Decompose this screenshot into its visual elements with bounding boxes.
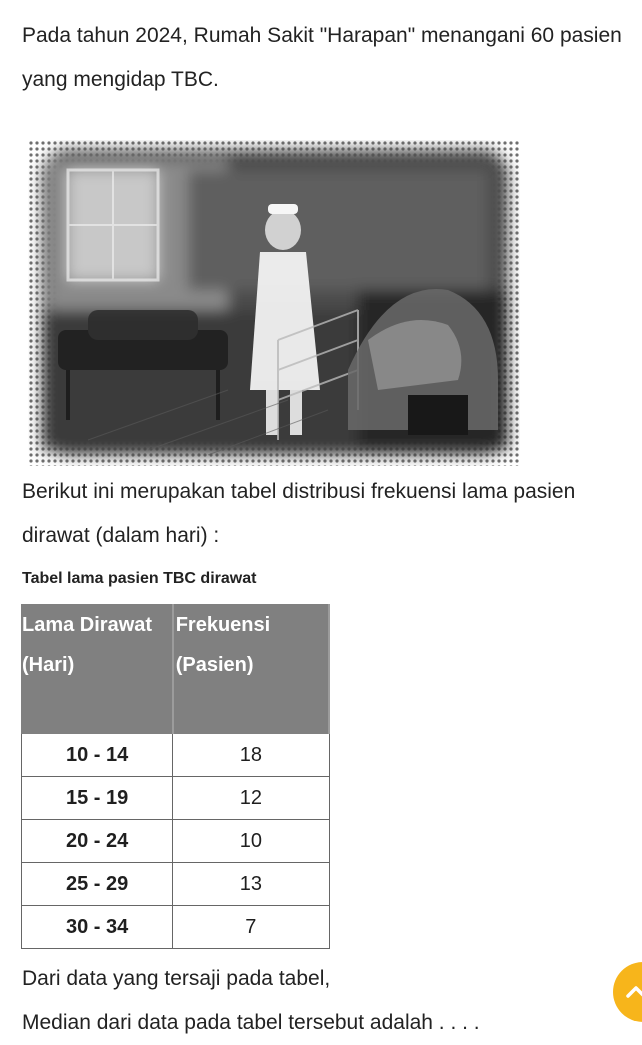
row-range: 30 - 34 [22,906,173,949]
row-range: 25 - 29 [22,863,173,906]
header-frequency: Frekuensi (Pasien) [173,605,329,734]
scroll-up-button[interactable] [613,962,642,1022]
table-row [22,863,330,906]
table-row [22,906,330,949]
row-frequency: 10 [173,820,329,863]
table-caption: Tabel lama pasien TBC dirawat [22,570,257,587]
row-range: 10 - 14 [22,734,173,777]
table-row [22,734,330,777]
table-row [22,820,330,863]
table-header-row [22,605,330,734]
question-line-1: Dari data yang tersaji pada tabel, [22,967,331,990]
row-frequency: 18 [173,734,329,777]
scroll-up-icon [625,981,642,1003]
row-frequency: 12 [173,777,329,820]
frequency-table [21,604,330,949]
question-line-2: Median dari data pada tabel tersebut adalah . . . . [22,1011,480,1034]
question-block [22,957,582,1045]
hospital-ward-photo [28,140,520,466]
table-row [22,777,330,820]
row-frequency: 13 [173,863,329,906]
row-range: 20 - 24 [22,820,173,863]
row-range: 15 - 19 [22,777,173,820]
intro-paragraph: Pada tahun 2024, Rumah Sakit "Harapan" menangani 60 pasien yang mengidap TBC. [22,24,622,91]
description-paragraph: Berikut ini merupakan tabel distribusi frekuensi lama pasien dirawat (dalam hari) : [22,480,576,547]
header-duration: Lama Dirawat (Hari) [22,605,173,734]
row-frequency: 7 [173,906,329,949]
